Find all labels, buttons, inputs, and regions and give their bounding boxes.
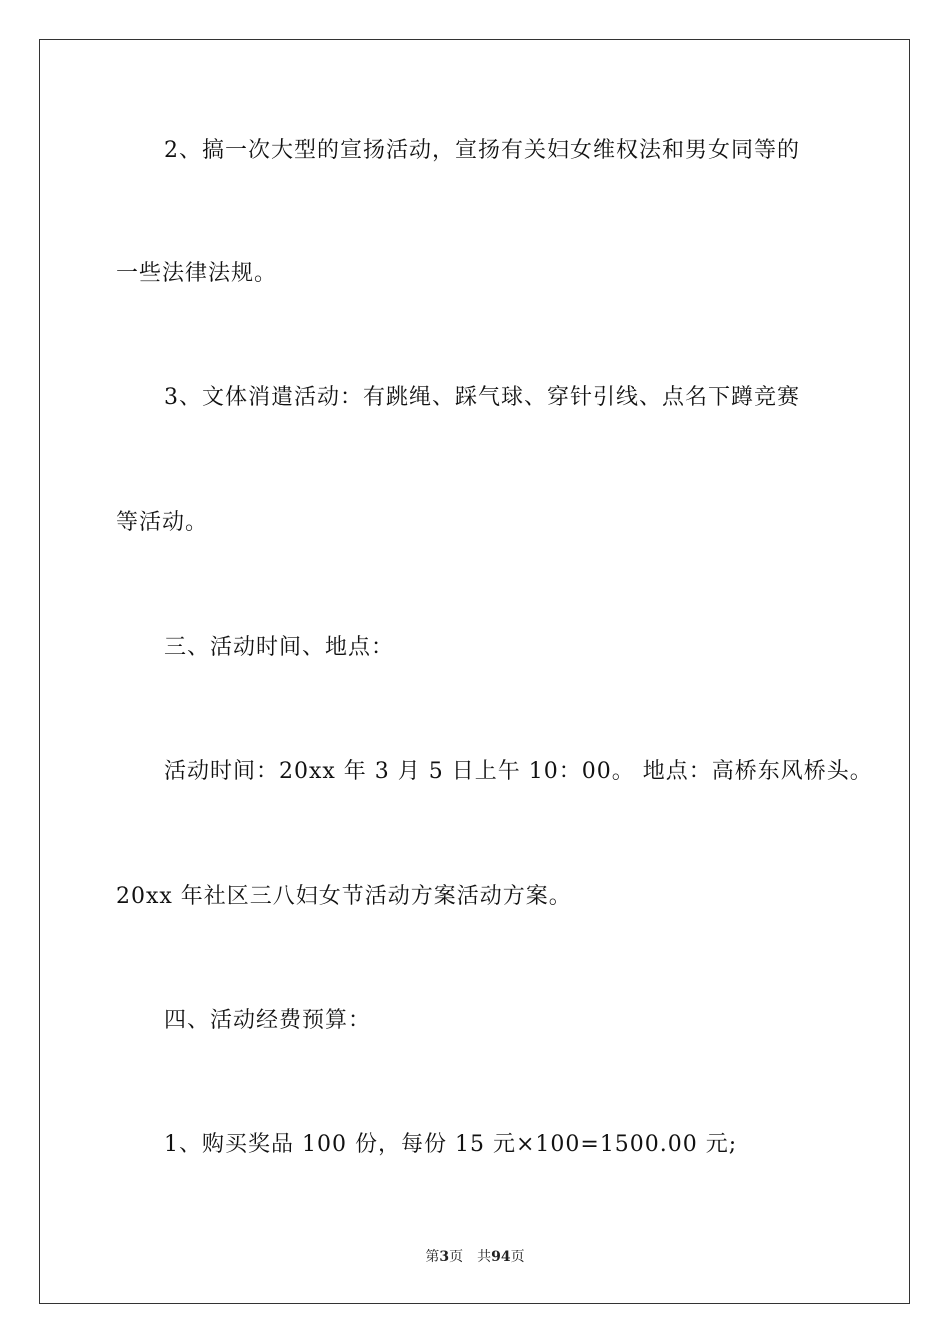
page-footer <box>0 1248 950 1266</box>
paragraph-line: 20xx 年社区三八妇女节活动方案活动方案。 <box>116 884 572 909</box>
paragraph-line: 3、文体消遣活动：有跳绳、踩气球、穿针引线、点名下蹲竞赛 <box>164 385 800 410</box>
paragraph-line: 活动时间：20xx 年 3 月 5 日上午 10：00。 地点：高桥东风桥头。 <box>164 759 873 784</box>
page-border <box>39 39 910 1304</box>
footer-page-prefix: 第 <box>425 1249 440 1265</box>
footer-total-pages: 94 <box>491 1249 511 1265</box>
paragraph-line: 1、购买奖品 100 份，每份 15 元×100=1500.00 元; <box>164 1132 738 1157</box>
footer-total-prefix: 共 <box>477 1249 492 1265</box>
section-heading: 三、活动时间、地点： <box>164 635 395 660</box>
footer-page-number: 3 <box>439 1249 450 1265</box>
footer-page-suffix: 页 <box>449 1249 464 1265</box>
paragraph-line: 一些法律法规。 <box>116 261 278 286</box>
section-heading: 四、活动经费预算： <box>164 1008 372 1033</box>
footer-total-suffix: 页 <box>510 1249 525 1265</box>
paragraph-line: 等活动。 <box>116 510 209 535</box>
paragraph-line: 2、搞一次大型的宣扬活动，宣扬有关妇女维权法和男女同等的 <box>164 138 800 163</box>
